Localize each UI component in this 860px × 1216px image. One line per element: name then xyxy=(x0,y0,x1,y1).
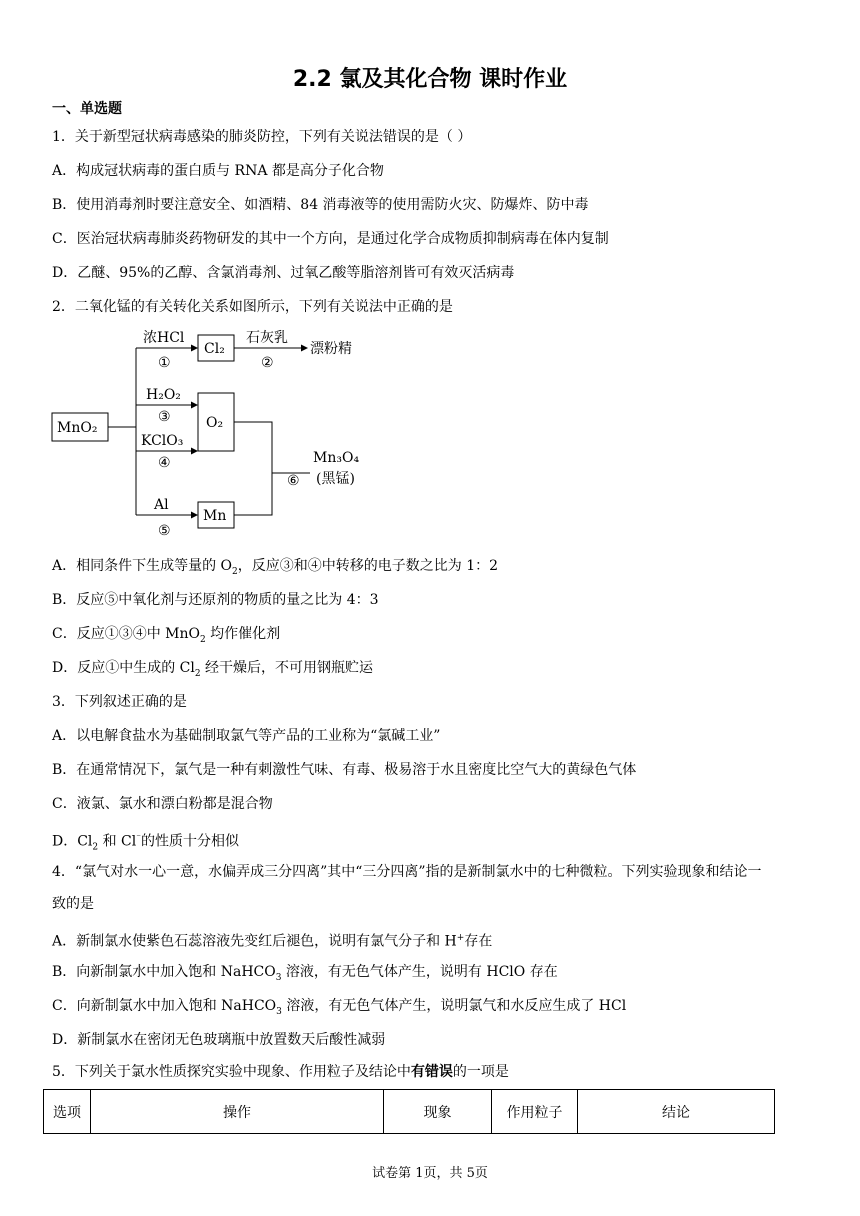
q4-stem-line1: 4．“氯气对水一心一意，水偏弄成三分四离”其中“三分四离”指的是新制氯水中的七种微粒。下列实验现象和结论一 xyxy=(52,864,762,880)
mno2-conversion-diagram xyxy=(48,325,388,545)
q2-option-a: A．相同条件下生成等量的 $O_2$，反应③和④中转移的电子数之比为 1：2 xyxy=(52,558,499,577)
lime-label: 石灰乳 xyxy=(246,330,288,346)
q3-option-d: D．$Cl_2$ 和 Cl⁻的性质十分相似 xyxy=(52,833,240,853)
q4-option-b: B．向新制氯水中加入饱和 NaHCO$_3$ 溶液，有无色气体产生，说明有 HClO 存在 xyxy=(52,964,558,983)
emphasis-text: 有错误 xyxy=(410,1064,453,1080)
q4-option-c: C．向新制氯水中加入饱和 NaHCO$_3$ 溶液，有无色气体产生，说明氯气和水反应生成了 HCl xyxy=(52,998,627,1017)
o2-label: O₂ xyxy=(206,415,224,431)
bleach-label: 漂粉精 xyxy=(310,341,352,357)
step-5-label: ⑤ xyxy=(158,523,171,539)
table-header-cell: 作用粒子 xyxy=(492,1090,578,1134)
step-6-label: ⑥ xyxy=(287,473,300,489)
q2-stem: 2．二氧化锰的有关转化关系如图所示，下列有关说法中正确的是 xyxy=(52,299,453,315)
table-header-cell: 结论 xyxy=(578,1090,775,1134)
q2-option-c: C．反应①③④中 MnO$_2$ 均作催化剂 xyxy=(52,626,281,645)
q4-option-d: D．新制氯水在密闭无色玻璃瓶中放置数天后酸性减弱 xyxy=(52,1032,386,1048)
h2o2-label: H₂O₂ xyxy=(146,387,181,403)
table-header-cell: 操作 xyxy=(91,1090,384,1134)
branch-lines xyxy=(108,348,192,515)
q5-table xyxy=(43,1089,775,1134)
cl2-label: Cl₂ xyxy=(204,341,225,357)
q1-option-b: B．使用消毒剂时要注意安全、如酒精、84 消毒液等的使用需防火灾、防爆炸、防中毒 xyxy=(52,197,589,213)
q1-option-c: C．医治冠状病毒肺炎药物研发的其中一个方向，是通过化学合成物质抑制病毒在体内复制 xyxy=(52,231,609,247)
table-header-row xyxy=(44,1090,775,1134)
q5-stem: 5．下列关于氯水性质探究实验中现象、作用粒子及结论中有错误的一项是 xyxy=(52,1064,509,1080)
al-label: Al xyxy=(154,497,169,513)
step-1-label: ① xyxy=(158,355,171,371)
q1-stem: 1．关于新型冠状病毒感染的肺炎防控，下列有关说法错误的是（ ） xyxy=(52,129,472,145)
step-4-label: ④ xyxy=(158,455,171,471)
mn-label: Mn xyxy=(203,508,227,524)
hcl-label: 浓HCl xyxy=(143,330,185,346)
q2-option-d: D．反应①中生成的 $Cl_2$ 经干燥后，不可用钢瓶贮运 xyxy=(52,660,374,679)
q1-option-d: D．乙醚、95%的乙醇、含氯消毒剂、过氧乙酸等脂溶剂皆可有效灭活病毒 xyxy=(52,265,515,281)
q4-stem-line2: 致的是 xyxy=(52,896,94,912)
section-heading: 一、单选题 xyxy=(52,101,122,117)
o2-to-product-line xyxy=(234,422,310,515)
black-manganese-label: (黑锰) xyxy=(316,471,355,487)
page-footer: 试卷第 1页，共 5页 xyxy=(372,1166,488,1181)
q3-option-c: C．液氯、氯水和漂白粉都是混合物 xyxy=(52,796,273,812)
q3-option-b: B．在通常情况下，氯气是一种有刺激性气味、有毒、极易溶于水且密度比空气大的黄绿色气体 xyxy=(52,762,637,778)
table-header-cell: 现象 xyxy=(384,1090,492,1134)
table-header-cell: 选项 xyxy=(44,1090,91,1134)
q2-option-b: B．反应⑤中氧化剂与还原剂的物质的量之比为 4：3 xyxy=(52,592,379,608)
mn3o4-label: Mn₃O₄ xyxy=(313,450,360,466)
page-title: 2.2 氯及其化合物 课时作业 xyxy=(292,67,568,92)
step-3-label: ③ xyxy=(158,409,171,425)
q3-option-a: A．以电解食盐水为基础制取氯气等产品的工业称为“氯碱工业” xyxy=(52,728,441,744)
q4-option-a: A．新制氯水使紫色石蕊溶液先变红后褪色，说明有氯气分子和 H+存在 xyxy=(52,933,493,950)
q3-stem: 3．下列叙述正确的是 xyxy=(52,694,187,710)
q1-option-a: A．构成冠状病毒的蛋白质与 RNA 都是高分子化合物 xyxy=(52,163,384,179)
mno2-label: MnO₂ xyxy=(57,420,98,436)
step-2-label: ② xyxy=(261,355,274,371)
kclo3-label: KClO₃ xyxy=(141,433,184,449)
